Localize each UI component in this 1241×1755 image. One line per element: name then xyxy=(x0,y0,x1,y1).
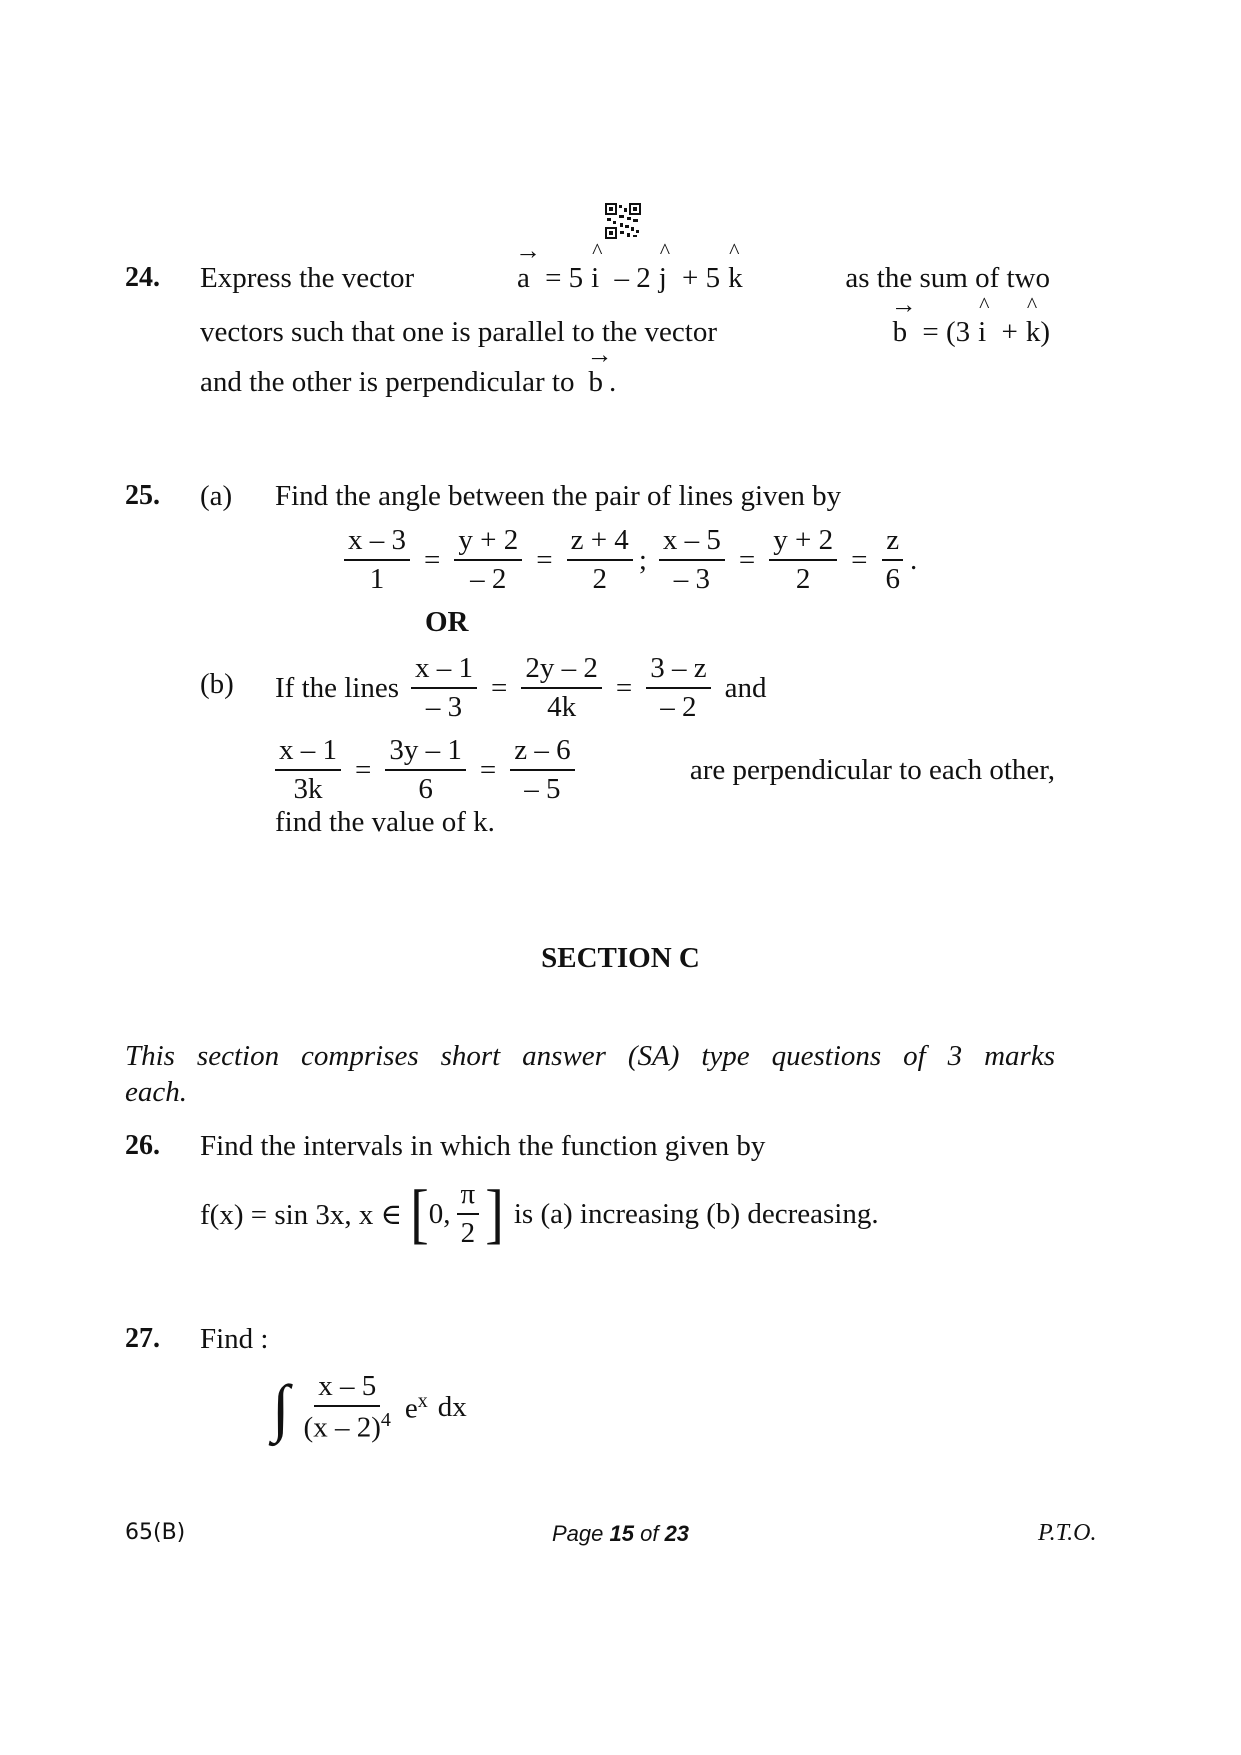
fraction: $\frac{2y - 2}{4k}$ xyxy=(521,652,602,725)
unit-vector-i: ^ i xyxy=(591,238,603,294)
vector-b: → b xyxy=(890,290,917,348)
q27-text: Find : xyxy=(200,1323,269,1355)
unit-vector-i: ^ i xyxy=(978,292,990,348)
fraction: $\frac{y + 2}{- 2}$ xyxy=(454,524,522,597)
paper-code: 65(B) xyxy=(125,1520,186,1545)
section-title: SECTION C xyxy=(541,942,700,974)
page-number: Page 15 of 23 xyxy=(551,1521,690,1546)
hat-icon: ^ xyxy=(729,238,740,263)
q25-part-a-label: (a) xyxy=(200,480,233,512)
q24-text-1a: Express the vector xyxy=(200,262,415,294)
fraction: $\frac{z + 4}{2}$ xyxy=(567,524,633,597)
fraction: $\frac{z}{6}$ xyxy=(881,524,904,597)
q25-text-and: and xyxy=(724,671,767,704)
hat-icon: ^ xyxy=(592,238,603,263)
fraction: $\frac{x - 1}{3k}$ xyxy=(275,734,341,807)
question-number-24: 24. xyxy=(125,262,160,293)
fraction: $\frac{\pi}{2}$ xyxy=(457,1178,480,1251)
arrow-icon: → xyxy=(514,236,541,265)
q27-integral: ∫ $\frac{x - 5}{(x - 2)^4}$ $e^x$ dx xyxy=(272,1370,467,1444)
q25-text-b3: find the value of k. xyxy=(275,806,495,838)
section-description-line-1: This section comprises short answer (SA) type questions of 3 marks xyxy=(125,1040,1055,1072)
arrow-icon: → xyxy=(586,340,613,369)
question-number-27: 27. xyxy=(125,1323,160,1354)
q24-line-3: and the other is perpendicular to → b . xyxy=(200,340,617,398)
fraction: $\frac{3 - z}{- 2}$ xyxy=(646,652,710,725)
fraction: $\frac{3y - 1}{6}$ xyxy=(385,734,466,807)
q26-text: Find the intervals in which the function given by xyxy=(200,1130,766,1162)
q24-line-2 xyxy=(200,290,1050,349)
q25-part-a-text: Find the angle between the pair of lines given by xyxy=(275,480,842,512)
right-bracket: ] xyxy=(485,1177,504,1252)
section-description-line-2: each. xyxy=(125,1076,187,1108)
hat-icon: ^ xyxy=(1026,292,1038,317)
unit-vector-k: ^ k xyxy=(1025,292,1041,348)
hat-icon: ^ xyxy=(979,292,990,317)
q24-vector-b-expression: → b = (3 ^ i + ^ k) xyxy=(890,290,1050,348)
q25-text-b2: are perpendicular to each other, xyxy=(689,753,1055,786)
fraction: $\frac{y + 2}{2}$ xyxy=(769,524,837,597)
q24-line-1 xyxy=(200,236,1050,295)
q24-text-2: vectors such that one is parallel to the vector xyxy=(200,316,717,348)
q25-text-b1: If the lines xyxy=(275,671,400,704)
q25-part-b-label: (b) xyxy=(200,668,234,700)
fraction: $\frac{x - 1}{- 3}$ xyxy=(411,652,477,725)
q26-function: f(x) = sin 3x, x ∈ [ 0, $\frac{\pi}{2}$ ] is (a) increasing (b) decreasing. xyxy=(200,1177,879,1252)
question-number-25: 25. xyxy=(125,480,160,511)
vector-b: → b xyxy=(586,340,613,398)
or-separator: OR xyxy=(425,606,469,638)
vector-a: → a xyxy=(514,236,541,294)
q25-equation-2: If the lines $\frac{x - 1}{- 3}$ = $\frac{2y - 2}{4k}$ = $\frac{3 - z}{- 2}$ and xyxy=(275,652,767,724)
hat-icon: ^ xyxy=(659,238,671,263)
fraction: $\frac{x - 5}{(x - 2)^4}$ xyxy=(303,1370,391,1444)
q24-text-1b: as the sum of two xyxy=(845,262,1050,294)
unit-vector-j: ^ j xyxy=(658,238,671,294)
qr-code-icon xyxy=(605,203,641,239)
q24-vector-expression: → a = 5 ^ i – 2 ^ j + 5 ^ k xyxy=(514,236,743,294)
q25-equation-1: $\frac{x - 3}{1}$ = $\frac{y + 2}{- 2}$ = $\frac{z + 4}{2}$ ; $\frac{x - 5}{- 3}$ = $\frac{y + 2}{2}$ = $\frac{z}{6}$ . xyxy=(338,524,917,597)
integral-icon: ∫ xyxy=(272,1371,290,1443)
fraction: $\frac{x - 3}{1}$ xyxy=(344,524,410,597)
question-number-26: 26. xyxy=(125,1130,160,1161)
q24-text-3: and the other is perpendicular to xyxy=(200,366,575,398)
unit-vector-k: ^ k xyxy=(728,238,743,294)
fraction: $\frac{z - 6}{- 5}$ xyxy=(510,734,574,807)
arrow-icon: → xyxy=(890,290,917,319)
q25-equation-3: $\frac{x - 1}{3k}$ = $\frac{3y - 1}{6}$ = $\frac{z - 6}{- 5}$ are perpendicular to each other, xyxy=(275,734,1055,807)
left-bracket: [ xyxy=(410,1177,429,1252)
fraction: $\frac{x - 5}{- 3}$ xyxy=(659,524,725,597)
pto-label: P.T.O. xyxy=(1038,1520,1097,1546)
